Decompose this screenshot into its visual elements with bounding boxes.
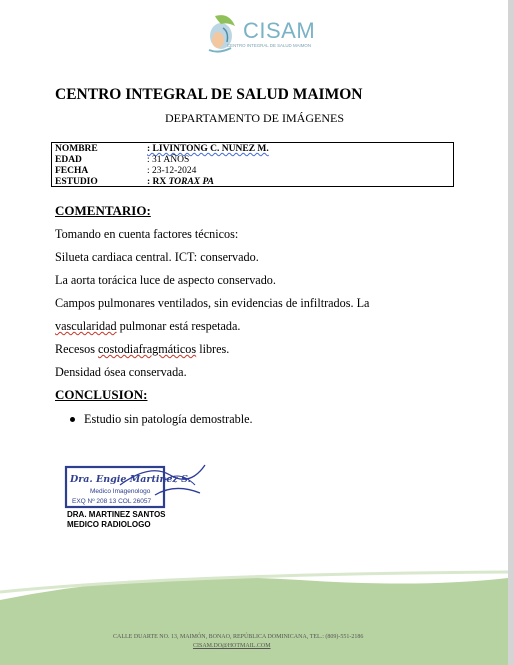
cisam-logo (205, 10, 320, 58)
comment-line: La aorta torácica luce de aspecto conservado. (55, 273, 276, 287)
comment-line: Campos pulmonares ventilados, sin evidencias de infiltrados. La (55, 296, 370, 310)
bullet-icon (70, 417, 75, 422)
info-label: ESTUDIO (55, 177, 98, 187)
conclusion-heading: CONCLUSION: (55, 387, 148, 402)
comment-line: vascularidad pulmonar está respetada. (55, 319, 241, 333)
footer-wave (0, 570, 508, 665)
info-value: : LIVINTONG C. NUNEZ M. (147, 144, 269, 154)
department-name: DEPARTAMENTO DE IMÁGENES (165, 111, 344, 125)
patient-info-box (51, 142, 454, 187)
signature-stamp (60, 455, 210, 515)
scrollbar[interactable] (508, 0, 514, 665)
logo-tagline: CENTRO INTEGRAL DE SALUD MAIMON (227, 43, 312, 48)
svg-text:Dra. Engie Martinez S.: Dra. Engie Martinez S. (70, 474, 191, 485)
footer-email[interactable]: CISAM.DO@HOTMAIL.COM (193, 643, 271, 649)
comment-line: Tomando en cuenta factores técnicos: (55, 227, 239, 241)
info-label: FECHA (55, 166, 89, 176)
comment-heading: COMENTARIO: (55, 203, 151, 218)
comment-line: Recesos costodiafragmáticos libres. (55, 342, 230, 356)
signer-name: DRA. MARTINEZ SANTOS (67, 510, 166, 519)
footer-address: CALLE DUARTE NO. 13, MAIMÓN, BONAO, REPÚBLICA DOMINICANA, TEL.: (809)-551-2186 (113, 634, 364, 640)
info-value: : 23-12-2024 (147, 166, 197, 176)
document-title: CENTRO INTEGRAL DE SALUD MAIMON (55, 86, 363, 103)
info-label: EDAD (55, 155, 82, 165)
comment-line: Densidad ósea conservada. (55, 365, 187, 379)
signer-title: MEDICO RADIOLOGO (67, 520, 151, 529)
conclusion-text: Estudio sin patología demostrable. (84, 412, 253, 426)
info-value: : 31 AÑOS (147, 155, 190, 165)
svg-text:EXQ Nº 208 13 COL 26057: EXQ Nº 208 13 COL 26057 (72, 498, 152, 505)
logo-brand: CISAM (243, 18, 316, 43)
svg-text:Medico Imagenologo: Medico Imagenologo (90, 488, 151, 495)
info-value: : RX TORAX PA (147, 177, 214, 187)
logo-emblem-icon (205, 10, 245, 55)
info-label: NOMBRE (55, 144, 98, 154)
comment-line: Silueta cardiaca central. ICT: conservado. (55, 250, 259, 264)
